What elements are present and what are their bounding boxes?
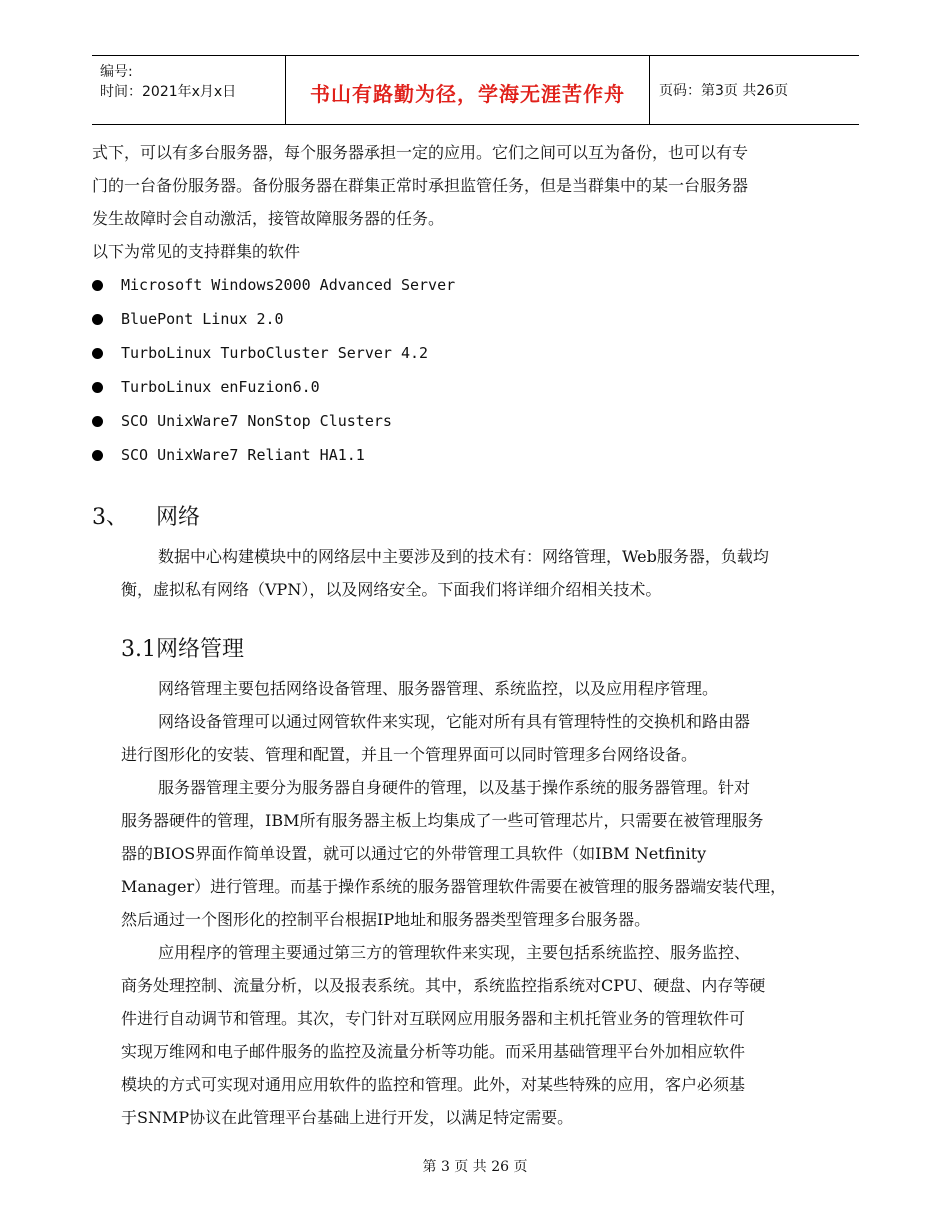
paragraph-line: 进行图形化的安装、管理和配置，并且一个管理界面可以同时管理多台网络设备。 [121, 745, 698, 764]
paragraph-line: 式下，可以有多台服务器，每个服务器承担一定的应用。它们之间可以互为备份，也可以有专 [92, 143, 749, 162]
list-intro: 以下为常见的支持群集的软件 [92, 242, 301, 261]
header-motto: 书山有路勤为径，学海无涯苦作舟 [310, 82, 625, 106]
list-item [92, 268, 862, 302]
bullet-icon [92, 314, 103, 325]
list-item-text: BluePont Linux 2.0 [121, 310, 284, 328]
page-footer: 第 3 页 共 26 页 [422, 1159, 528, 1175]
header-page-number: 页码：第3页 共26页 [659, 83, 789, 99]
paragraph-line: 于SNMP协议在此管理平台基础上进行开发，以满足特定需要。 [121, 1108, 574, 1127]
paragraph-line: 器的BIOS界面作简单设置，就可以通过它的外带管理工具软件（如IBM Netfinity [121, 844, 707, 863]
bullet-icon [92, 416, 103, 427]
spacer [92, 472, 862, 496]
paragraph-line: 服务器管理主要分为服务器自身硬件的管理，以及基于操作系统的服务器管理。针对 [158, 778, 751, 797]
paragraph-line: 实现万维网和电子邮件服务的监控及流量分析等功能。而采用基础管理平台外加相应软件 [121, 1042, 746, 1061]
list-item-text: TurboLinux enFuzion6.0 [121, 378, 320, 396]
list-item [92, 302, 862, 336]
paragraph-line: 然后通过一个图形化的控制平台根据IP地址和服务器类型管理多台服务器。 [121, 910, 651, 929]
paragraph-line: 数据中心构建模块中的网络层中主要涉及到的技术有：网络管理，Web服务器，负载均 [158, 547, 769, 566]
spacer [92, 606, 862, 628]
paragraph-line: 模块的方式可实现对通用应用软件的监控和管理。此外，对某些特殊的应用，客户必须基 [121, 1075, 746, 1094]
paragraph-line: 衡，虚拟私有网络（VPN），以及网络安全。下面我们将详细介绍相关技术。 [121, 580, 662, 599]
document-body [92, 136, 862, 1134]
list-item-text: TurboLinux TurboCluster Server 4.2 [121, 344, 429, 362]
list-item [92, 438, 862, 472]
list-item-text: SCO UnixWare7 NonStop Clusters [121, 412, 392, 430]
time-label: 时间：2021年x月x日 [100, 84, 237, 100]
list-item [92, 336, 862, 370]
number-label: 编号: [100, 64, 133, 80]
list-item-text: SCO UnixWare7 Reliant HA1.1 [121, 446, 365, 464]
paragraph-line: 门的一台备份服务器。备份服务器在群集正常时承担监管任务，但是当群集中的某一台服务器 [92, 176, 749, 195]
paragraph-line: 件进行自动调节和管理。其次，专门针对互联网应用服务器和主机托管业务的管理软件可 [121, 1009, 746, 1028]
paragraph-line: 商务处理控制、流量分析，以及报表系统。其中，系统监控指系统对CPU、硬盘、内存等硬 [121, 976, 766, 995]
section-heading [92, 496, 862, 540]
bullet-icon [92, 348, 103, 359]
paragraph-line: 服务器硬件的管理，IBM所有服务器主板上均集成了一些可管理芯片，只需要在被管理服务 [121, 811, 764, 830]
paragraph-line: 发生故障时会自动激活，接管故障服务器的任务。 [92, 209, 445, 228]
paragraph-line: 网络管理主要包括网络设备管理、服务器管理、系统监控，以及应用程序管理。 [158, 679, 719, 698]
bullet-icon [92, 382, 103, 393]
header-meta [100, 62, 236, 102]
software-list [92, 268, 862, 472]
page-header [92, 55, 859, 125]
section-number: 3、 [92, 505, 128, 530]
paragraph-line: 网络设备管理可以通过网管软件来实现，它能对所有具有管理特性的交换机和路由器 [158, 712, 751, 731]
header-divider [649, 56, 650, 124]
section-title: 网络 [156, 505, 201, 530]
paragraph-line: Manager）进行管理。而基于操作系统的服务器管理软件需要在被管理的服务器端安装代理， [121, 877, 787, 896]
bullet-icon [92, 280, 103, 291]
list-item [92, 370, 862, 404]
list-item [92, 404, 862, 438]
paragraph-line: 应用程序的管理主要通过第三方的管理软件来实现，主要包括系统监控、服务监控、 [158, 943, 751, 962]
bullet-icon [92, 450, 103, 461]
list-item-text: Microsoft Windows2000 Advanced Server [121, 276, 456, 294]
subsection-heading: 3.1网络管理 [121, 637, 244, 662]
